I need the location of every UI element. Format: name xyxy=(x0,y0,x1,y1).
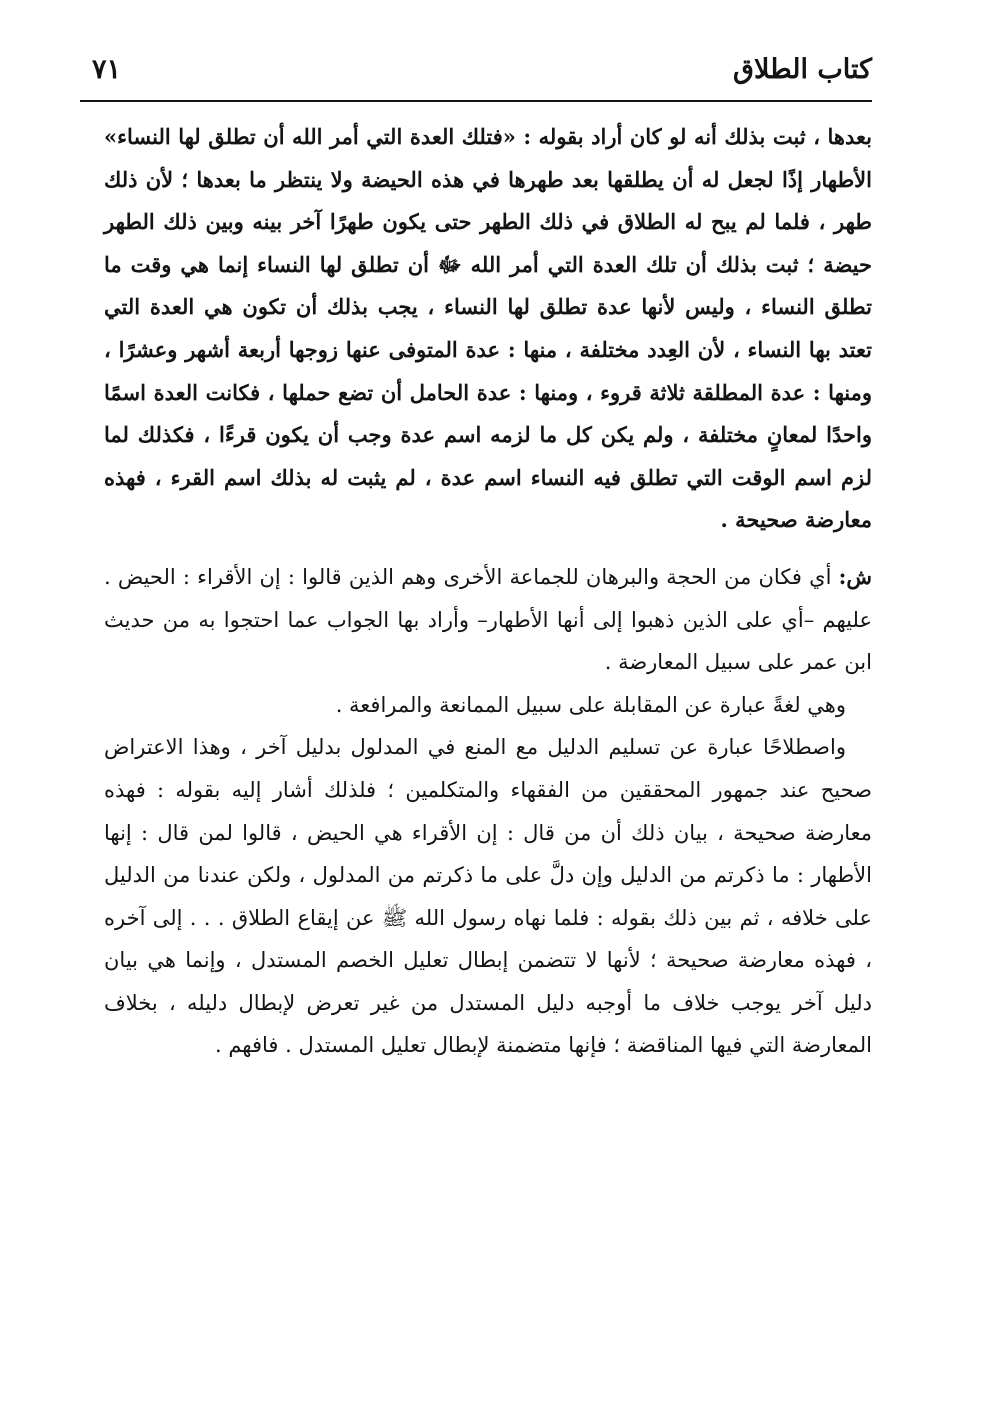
sharh-text-1: أي فكان من الحجة والبرهان للجماعة الأخرى وهم الذين قالوا : إن الأقراء : الحيض . عليهم –أي على الذين ذهبوا إلى أنها الأطهار– وأراد بها الجواب عما احتجوا به من حديث ابن عمر على سبيل المعارضة . xyxy=(104,564,872,675)
page-header xyxy=(80,46,872,102)
page-number: ٧١ xyxy=(92,54,122,85)
sharh-paragraph-1 xyxy=(104,556,872,684)
sharh-marker: ش: xyxy=(838,563,872,589)
running-title: كتاب الطلاق xyxy=(733,54,872,85)
page-body xyxy=(104,116,872,1067)
sharh-paragraph-2: وهي لغةً عبارة عن المقابلة على سبيل الممانعة والمرافعة . xyxy=(335,692,846,717)
sharh-paragraph-3: واصطلاحًا عبارة عن تسليم الدليل مع المنع في المدلول بدليل آخر ، وهذا الاعتراض صحيح عند جمهور المحققين من الفقهاء والمتكلمين ؛ فلذلك أشار إليه بقوله : فهذه معارضة صحيحة ، بيان ذلك أن من قال : إن الأقراء هي الحيض ، قالوا لمن قال : إنها الأطهار : ما ذكرتم من الدليل وإن دلَّ على ما ذكرتم من المدلول ، ولكن عندنا من الدليل على خلافه ، ثم بين ذلك بقوله : فلما نهاه رسول الله ﷺ عن إيقاع الطلاق . . . إلى آخره ، فهذه معارضة صحيحة ؛ لأنها لا تتضمن إبطال تعليل الخصم المستدل ، وإنما هي بيان دليل آخر يوجب خلاف ما أوجبه دليل المستدل من غير تعرض لإبطال دليله ، بخلاف المعارضة التي فيها المناقضة ؛ فإنها متضمنة لإبطال تعليل المستدل . فافهم . xyxy=(104,735,872,1058)
matn-paragraph: بعدها ، ثبت بذلك أنه لو كان أراد بقوله : «فتلك العدة التي أمر الله أن تطلق لها النساء» الأطهار إذًا لجعل له أن يطلقها بعد طهرها في هذه الحيضة ولا ينتظر ما بعدها ؛ لأن ذلك طهر ، فلما لم يبح له الطلاق في ذلك الطهر حتى يكون طهرًا آخر بينه وبين ذلك الطهر حيضة ؛ ثبت بذلك أن تلك العدة التي أمر الله ﷻ أن تطلق لها النساء إنما هي وقت ما تطلق النساء ، وليس لأنها عدة تطلق لها النساء ، يجب بذلك أن تكون هي العدة التي تعتد بها النساء ، لأن العِدد مختلفة ، منها : عدة المتوفى عنها زوجها أربعة أشهر وعشرًا ، ومنها : عدة المطلقة ثلاثة قروء ، ومنها : عدة الحامل أن تضع حملها ، فكانت العدة اسمًا واحدًا لمعانٍ مختلفة ، ولم يكن كل ما لزمه اسم عدة وجب أن يكون قرءًا ، فكذلك لما لزم اسم الوقت التي تطلق فيه النساء اسم عدة ، لم يثبت له بذلك اسم القرء ، فهذه معارضة صحيحة . xyxy=(104,124,872,533)
header-divider xyxy=(80,100,872,102)
